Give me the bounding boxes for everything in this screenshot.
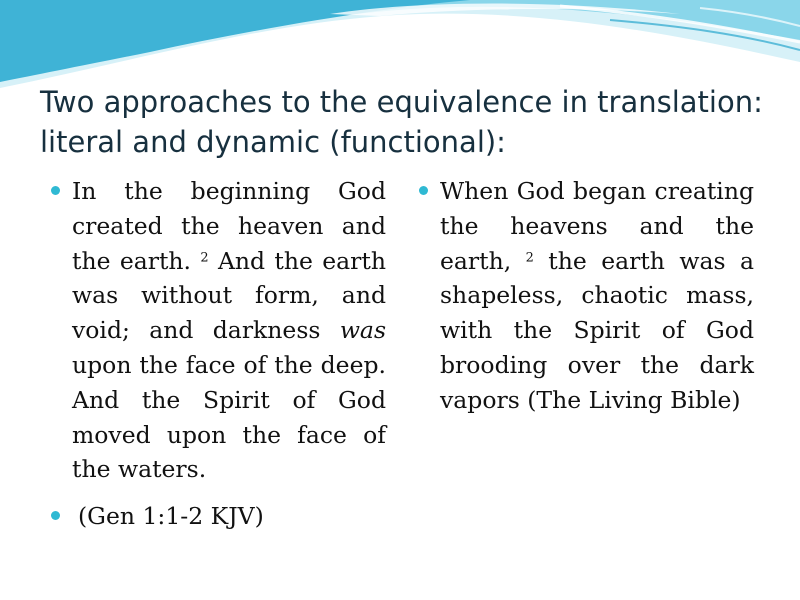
lb-verse-2: the earth was a shapeless, chaotic mass, with the Spirit of God brooding over the dark vapors (The Living Bible) (440, 246, 754, 414)
title-line-2: literal and dynamic (functional): (40, 125, 506, 159)
living-bible-passage (440, 174, 754, 418)
kjv-citation: (Gen 1:1-2 KJV) (78, 502, 264, 531)
lb-verse-number: 2 (525, 249, 534, 265)
lb-verse-1: When God began creating the heavens and the earth, (440, 177, 754, 275)
kjv-verse-2-part-2: upon the face of the deep. And the Spirit of God moved upon the face of the waters. (72, 350, 386, 484)
living-bible-column (414, 174, 754, 418)
list-item-citation (46, 499, 386, 534)
kjv-verse-1: In the beginning God created the heaven and the earth. (72, 177, 386, 275)
bullet-icon (419, 186, 428, 195)
bullet-icon (51, 511, 60, 520)
kjv-verse-2-part-1: And the earth was without form, and void; and darkness (72, 246, 386, 345)
title-line-1: Two approaches to the equivalence in translation: (40, 85, 763, 119)
slide-title (40, 82, 780, 162)
kjv-column (46, 174, 386, 534)
list-item-living-bible-text (414, 174, 754, 418)
kjv-verse-number: 2 (200, 249, 209, 265)
bullet-icon (51, 186, 60, 195)
list-item-kjv-text (46, 174, 386, 487)
kjv-italic-word: was (339, 316, 386, 345)
kjv-passage (72, 174, 386, 487)
